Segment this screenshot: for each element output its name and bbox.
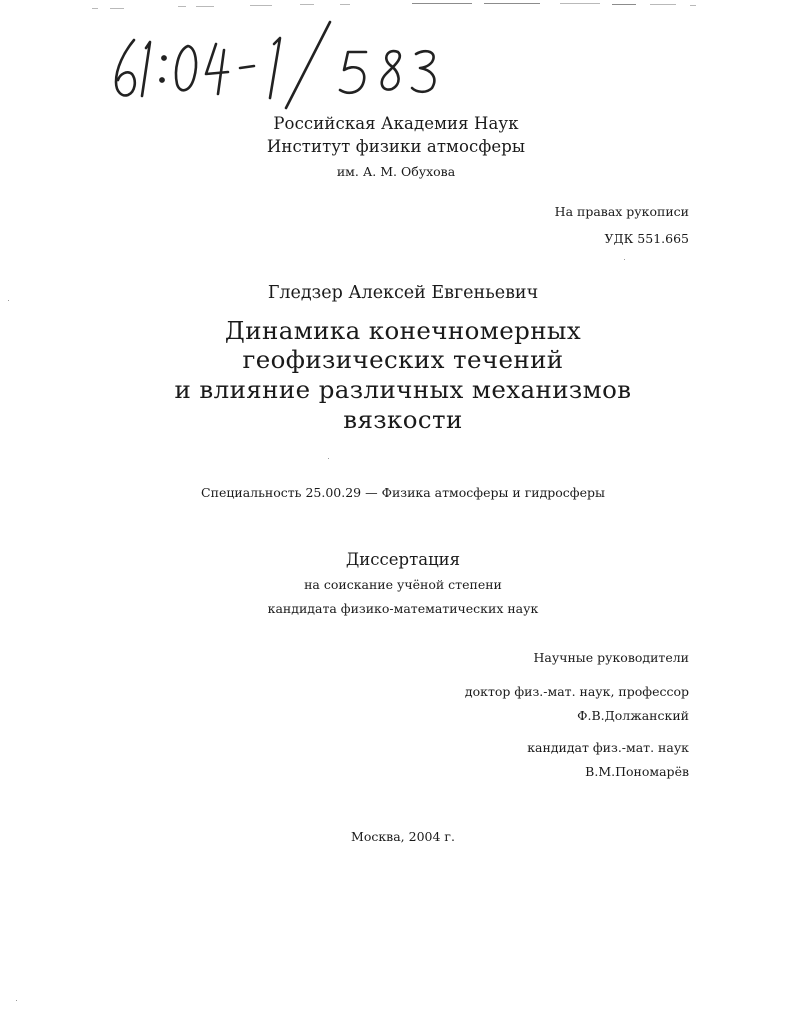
scan-artifact-line — [178, 6, 186, 7]
scan-artifact-line — [560, 3, 600, 4]
scan-artifact-line — [690, 5, 696, 6]
dissertation-heading: Диссертация — [345, 550, 461, 569]
scan-artifact-line — [412, 3, 472, 4]
institution-named-after: им. А. М. Обухова — [336, 164, 456, 179]
title-line-3: и влияние различных механизмов — [174, 375, 632, 404]
title-line-4: вязкости — [343, 405, 463, 434]
institution-academy: Российская Академия Наук — [273, 114, 519, 133]
scan-speck — [16, 1000, 17, 1001]
supervisors-heading: Научные руководители — [533, 650, 689, 665]
dissertation-degree-line: на соискание учёной степени — [304, 577, 502, 592]
supervisor-2-name: В.М.Пономарёв — [585, 764, 689, 779]
scan-artifact-line — [250, 5, 272, 6]
scan-artifact-line — [300, 4, 314, 5]
title-line-1: Динамика конечномерных — [224, 316, 582, 345]
scan-speck — [8, 300, 9, 301]
manuscript-rights: На правах рукописи — [554, 204, 689, 219]
scan-artifact-line — [92, 8, 98, 9]
handwritten-archive-number — [104, 18, 449, 110]
scan-speck — [624, 259, 625, 260]
institution-institute: Институт физики атмосферы — [266, 137, 526, 156]
supervisor-1-degree: доктор физ.-мат. наук, профессор — [464, 684, 689, 699]
scan-speck — [328, 458, 329, 459]
place-and-year: Москва, 2004 г. — [351, 829, 455, 844]
specialty: Специальность 25.00.29 — Физика атмосферы и гидросферы — [201, 485, 605, 500]
author-name: Гледзер Алексей Евгеньевич — [267, 283, 539, 303]
dissertation-degree-field: кандидата физико-математических наук — [267, 601, 539, 616]
scan-artifact-line — [110, 8, 124, 9]
supervisor-2-degree: кандидат физ.-мат. наук — [527, 740, 689, 755]
scan-artifact-line — [340, 4, 350, 5]
scan-artifact-line — [484, 3, 540, 4]
udk-code: УДК 551.665 — [604, 231, 689, 246]
supervisor-1-name: Ф.В.Должанский — [577, 708, 689, 723]
scan-artifact-line — [612, 4, 636, 5]
scan-artifact-line — [650, 4, 676, 5]
scan-artifact-line — [196, 6, 214, 7]
title-line-2: геофизических течений — [242, 345, 564, 374]
